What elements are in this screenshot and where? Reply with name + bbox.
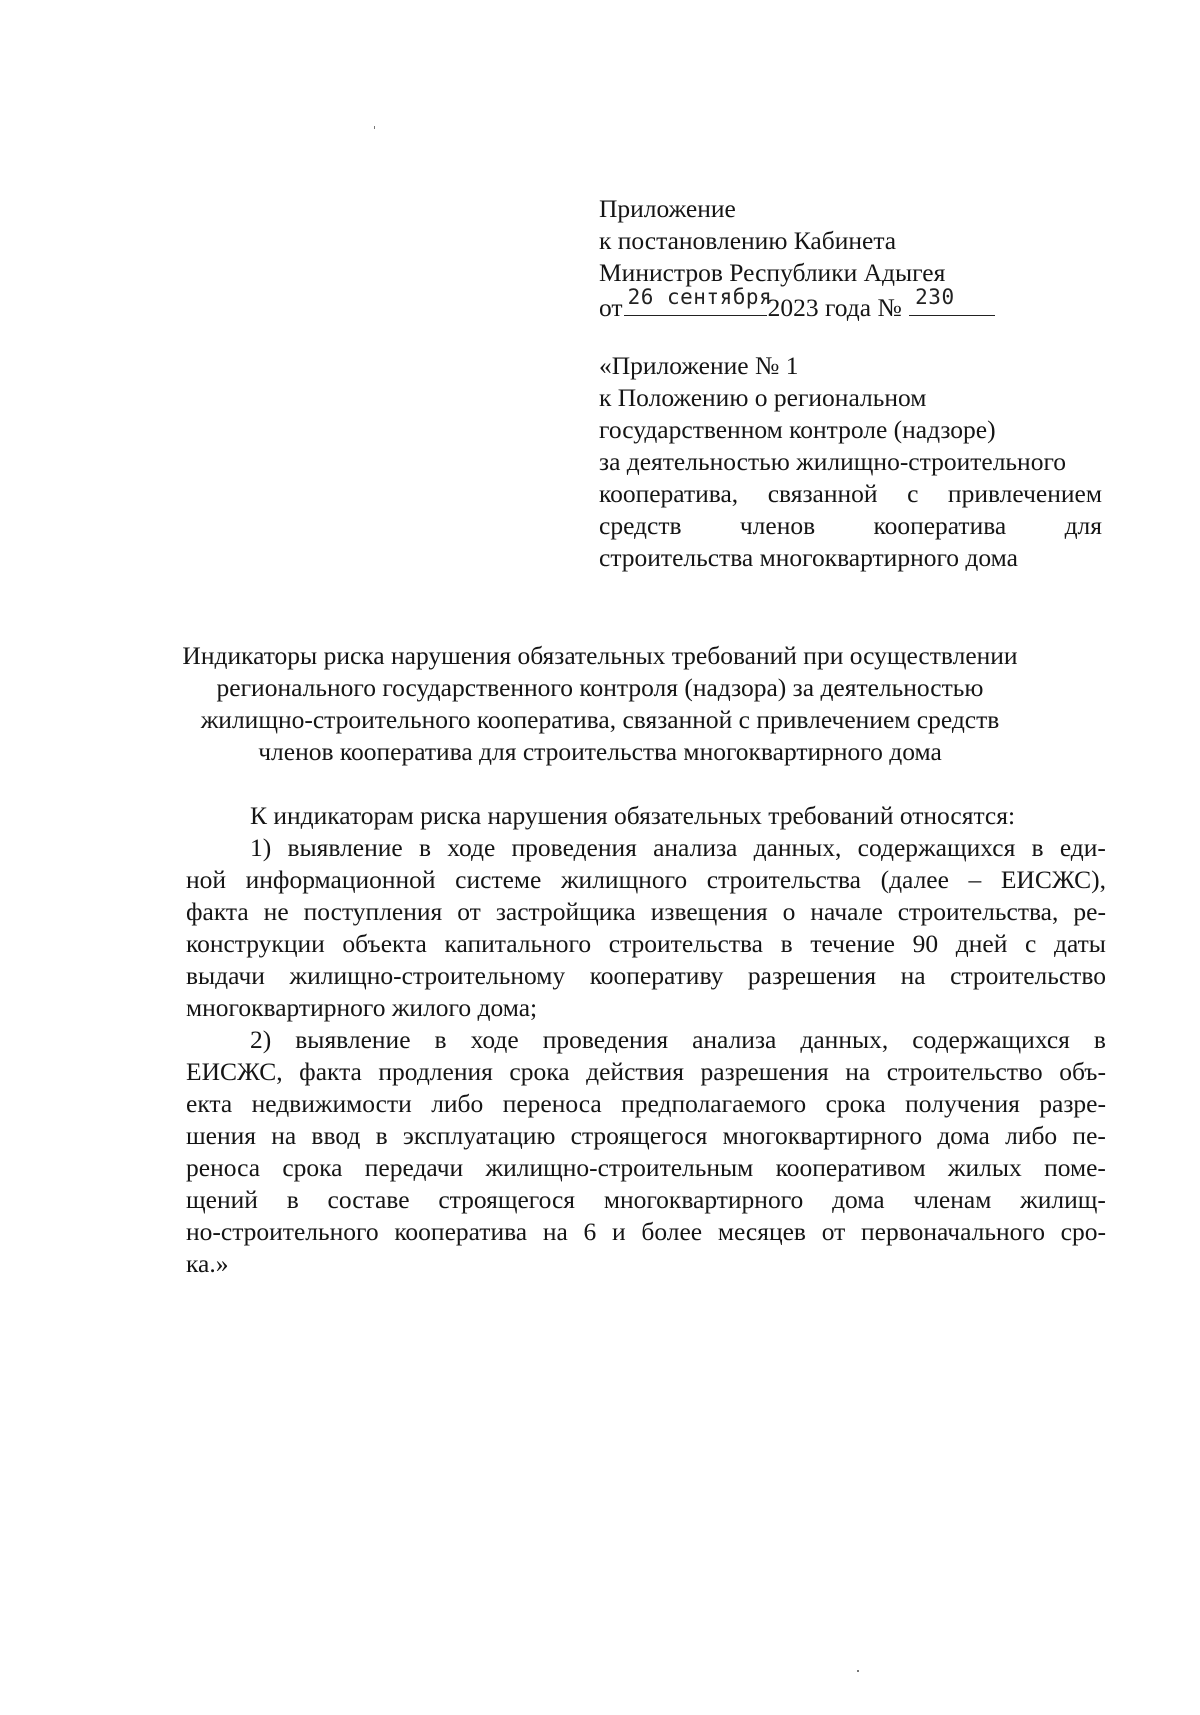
word: в xyxy=(286,1185,299,1214)
word: проведения xyxy=(542,1025,669,1054)
word: начале xyxy=(810,897,883,926)
word: продления xyxy=(378,1057,493,1086)
word: кооперативу xyxy=(589,961,724,990)
item1-line xyxy=(186,960,1106,992)
word: строительство xyxy=(950,961,1106,990)
word: членов xyxy=(739,511,816,540)
item2-line xyxy=(186,1152,1106,1184)
date-field xyxy=(624,285,773,316)
item2-line xyxy=(186,1024,1106,1056)
word: в xyxy=(418,833,431,862)
word: извещения xyxy=(650,897,768,926)
word: ЕИСЖС, xyxy=(186,1057,283,1086)
word: екта xyxy=(186,1089,233,1118)
word: ЕИСЖС), xyxy=(1000,865,1106,894)
word: 2) xyxy=(250,1025,272,1054)
word: на xyxy=(542,1217,568,1246)
word: недвижимости xyxy=(251,1089,412,1118)
word: кооперативом xyxy=(775,1153,926,1182)
scan-speck-bottom xyxy=(857,1670,859,1672)
word: выявление xyxy=(295,1025,411,1054)
word: кооператива xyxy=(873,511,1007,540)
word: жилищно-строительным xyxy=(485,1153,754,1182)
word: и xyxy=(611,1217,626,1246)
word: с xyxy=(907,479,919,508)
word: связанной xyxy=(767,479,878,508)
word: не xyxy=(263,897,289,926)
word: многоквартирного xyxy=(603,1185,804,1214)
word: на xyxy=(900,961,926,990)
word: дней xyxy=(955,929,1008,958)
word: от xyxy=(457,897,481,926)
word: щений xyxy=(186,1185,258,1214)
word: получения xyxy=(905,1089,1020,1118)
word: жилых xyxy=(947,1153,1022,1182)
word: на xyxy=(271,1121,297,1150)
word: 1) xyxy=(250,833,272,862)
word: жилищного xyxy=(560,865,688,894)
word: передачи xyxy=(364,1153,464,1182)
word: еди- xyxy=(1059,833,1106,862)
word: переноса xyxy=(502,1089,602,1118)
word: ходе xyxy=(470,1025,519,1054)
item2-line xyxy=(186,1120,1106,1152)
word: в xyxy=(780,929,793,958)
scan-speck-top xyxy=(374,126,375,129)
word: разрешения xyxy=(747,961,877,990)
word: от xyxy=(821,1217,846,1246)
word: либо xyxy=(1005,1121,1058,1150)
word: в xyxy=(1093,1025,1106,1054)
word: системе xyxy=(455,865,542,894)
appendix-line: к Положению о региональном xyxy=(599,383,927,412)
appendix-block xyxy=(599,350,1102,574)
year-text: 2023 года № xyxy=(767,293,902,322)
word: строительства, xyxy=(897,897,1059,926)
word: 6 xyxy=(583,1217,597,1246)
item2-line xyxy=(186,1184,1106,1216)
word: членам xyxy=(913,1185,992,1214)
title-line: членов кооператива для строительства многоквартирного дома xyxy=(258,737,942,766)
word: – xyxy=(968,865,982,894)
item1-line xyxy=(186,832,1106,864)
word: строительство xyxy=(886,1057,1043,1086)
word: на xyxy=(845,1057,871,1086)
word: о xyxy=(782,897,796,926)
word: первоначального xyxy=(860,1217,1045,1246)
word: либо xyxy=(431,1089,484,1118)
word: но-строительного xyxy=(186,1217,379,1246)
word: дома xyxy=(937,1121,990,1150)
word: (далее xyxy=(880,865,949,894)
word: в xyxy=(375,1121,388,1150)
word: срока xyxy=(825,1089,886,1118)
item2-line xyxy=(186,1216,1106,1248)
appendix-line: за деятельностью жилищно-строительного xyxy=(599,447,1067,476)
word: сро- xyxy=(1060,1217,1106,1246)
word: ходе xyxy=(447,833,496,862)
word: факта xyxy=(299,1057,362,1086)
number-field xyxy=(909,285,995,316)
word: дома xyxy=(832,1185,885,1214)
word: предполагаемого xyxy=(621,1089,807,1118)
word: многоквартирного xyxy=(722,1121,923,1150)
word: выявление xyxy=(287,833,403,862)
word: строительства xyxy=(706,865,861,894)
document-body xyxy=(186,800,1106,1280)
document-title xyxy=(130,640,1070,768)
word: для xyxy=(1064,511,1102,540)
word: более xyxy=(641,1217,703,1246)
word: факта xyxy=(186,897,249,926)
word: данных, xyxy=(800,1025,889,1054)
word: строительства xyxy=(608,929,763,958)
word: капитального xyxy=(444,929,592,958)
word: разрешения xyxy=(700,1057,829,1086)
annex-line-1: Приложение xyxy=(599,194,736,223)
annex-date-line xyxy=(599,285,1099,324)
word: проведения xyxy=(511,833,637,862)
word: содержащихся xyxy=(912,1025,1070,1054)
title-line: регионального государственного контроля (надзора) за деятельностью xyxy=(216,673,984,702)
word: течение xyxy=(810,929,895,958)
word: выдачи xyxy=(186,961,265,990)
word: 90 xyxy=(912,929,939,958)
title-line: жилищно-строительного кооператива, связанной с привлечением средств xyxy=(200,705,1000,734)
word: ввод xyxy=(311,1121,361,1150)
word: разре- xyxy=(1039,1089,1106,1118)
word: кооператива xyxy=(394,1217,528,1246)
word: средств xyxy=(599,511,682,540)
word: даты xyxy=(1054,929,1106,958)
word: привлечением xyxy=(947,479,1102,508)
word: анализа xyxy=(692,1025,777,1054)
word: месяцев xyxy=(717,1217,806,1246)
word: составе xyxy=(327,1185,410,1214)
word: эксплуатацию xyxy=(402,1121,556,1150)
body-intro: К индикаторам риска нарушения обязательных требований относятся: xyxy=(250,801,1016,830)
word: срока xyxy=(509,1057,570,1086)
word: анализа xyxy=(653,833,738,862)
appendix-justified-line xyxy=(599,510,1102,542)
word: реноса xyxy=(186,1153,261,1182)
annex-line-2: к постановлению Кабинета xyxy=(599,226,897,255)
appendix-last-line: строительства многоквартирного дома xyxy=(599,543,1018,572)
item1-line xyxy=(186,864,1106,896)
handwritten-number: 230 xyxy=(915,285,955,309)
appendix-line: государственном контроле (надзоре) xyxy=(599,415,996,444)
word: жилищ- xyxy=(1020,1185,1106,1214)
word: в xyxy=(1031,833,1044,862)
word: объекта xyxy=(342,929,427,958)
word: жилищно-строительному xyxy=(289,961,566,990)
word: содержащихся xyxy=(857,833,1016,862)
word: поступления xyxy=(303,897,443,926)
word: в xyxy=(434,1025,447,1054)
word: поме- xyxy=(1044,1153,1106,1182)
word: кооператива, xyxy=(599,479,739,508)
appendix-justified-line xyxy=(599,478,1102,510)
word: строящегося xyxy=(438,1185,576,1214)
date-prefix: от xyxy=(599,293,623,322)
word: объ- xyxy=(1059,1057,1106,1086)
word: строящегося xyxy=(570,1121,708,1150)
item2-line xyxy=(186,1056,1106,1088)
word: срока xyxy=(282,1153,343,1182)
handwritten-date: 26 сентября xyxy=(627,285,773,309)
word: шения xyxy=(186,1121,256,1150)
annex-header xyxy=(599,193,1099,324)
annex-line-3: Министров Республики Адыгея xyxy=(599,258,946,287)
word: конструкции xyxy=(186,929,325,958)
word: информационной xyxy=(245,865,436,894)
word: с xyxy=(1025,929,1037,958)
item2-line xyxy=(186,1088,1106,1120)
item1-line xyxy=(186,928,1106,960)
item2-last-line: ка.» xyxy=(186,1249,229,1278)
item1-last-line: многоквартирного жилого дома; xyxy=(186,993,538,1022)
word: застройщика xyxy=(495,897,636,926)
word: ной xyxy=(186,865,227,894)
title-line: Индикаторы риска нарушения обязательных требований при осуществлении xyxy=(182,641,1018,670)
appendix-line: «Приложение № 1 xyxy=(599,351,799,380)
word: действия xyxy=(586,1057,684,1086)
word: данных, xyxy=(753,833,842,862)
item1-line xyxy=(186,896,1106,928)
word: пе- xyxy=(1072,1121,1106,1150)
word: ре- xyxy=(1073,897,1106,926)
